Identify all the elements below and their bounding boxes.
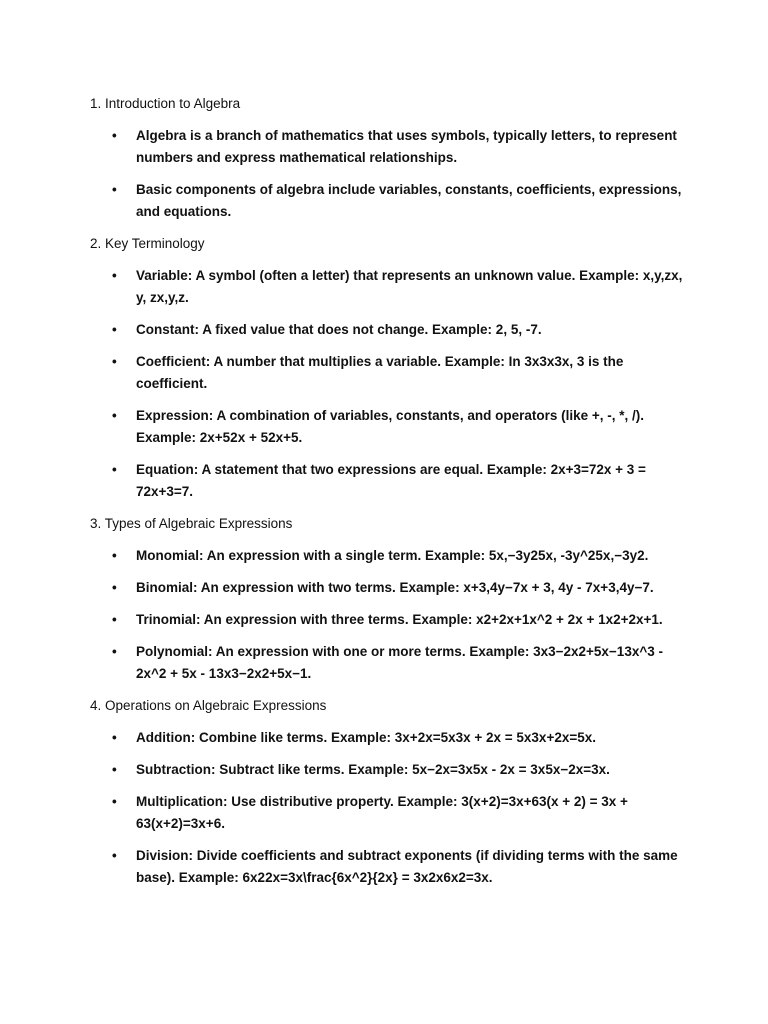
section-introduction xyxy=(90,93,690,223)
list-item xyxy=(90,351,690,395)
bullet-icon: • xyxy=(112,644,117,659)
bullet-list xyxy=(90,265,690,503)
bullet-icon: • xyxy=(112,848,117,863)
list-item xyxy=(90,759,690,781)
bullet-icon: • xyxy=(112,730,117,745)
bullet-list xyxy=(90,545,690,685)
list-item-text: Monomial: An expression with a single term. Example: 5x,−3y25x, -3y^25x,−3y2. xyxy=(136,548,649,563)
bullet-list xyxy=(90,727,690,889)
list-item xyxy=(90,319,690,341)
list-item-text: Multiplication: Use distributive property. Example: 3(x+2)=3x+63(x + 2) = 3x + 63(x+2)=3x+6. xyxy=(136,794,628,831)
bullet-icon: • xyxy=(112,548,117,563)
bullet-icon: • xyxy=(112,322,117,337)
bullet-icon: • xyxy=(112,612,117,627)
bullet-icon: • xyxy=(112,268,117,283)
list-item-text: Coefficient: A number that multiplies a variable. Example: In 3x3x3x, 3 is the coefficient. xyxy=(136,354,624,391)
list-item-text: Division: Divide coefficients and subtract exponents (if dividing terms with the same base). Example: 6x22x=3x\frac{6x^2}{2x} = 3x2x6x2=3x. xyxy=(136,848,678,885)
list-item xyxy=(90,791,690,835)
list-item xyxy=(90,845,690,889)
list-item-text: Addition: Combine like terms. Example: 3x+2x=5x3x + 2x = 5x3x+2x=5x. xyxy=(136,730,596,745)
list-item-text: Binomial: An expression with two terms. Example: x+3,4y−7x + 3, 4y - 7x+3,4y−7. xyxy=(136,580,654,595)
list-item xyxy=(90,405,690,449)
list-item xyxy=(90,609,690,631)
bullet-icon: • xyxy=(112,462,117,477)
bullet-list xyxy=(90,125,690,223)
list-item-text: Equation: A statement that two expressions are equal. Example: 2x+3=72x + 3 = 72x+3=7. xyxy=(136,462,646,499)
bullet-icon: • xyxy=(112,354,117,369)
list-item-text: Expression: A combination of variables, constants, and operators (like +, -, *, /). Example: 2x+52x + 52x+5. xyxy=(136,408,644,445)
list-item-text: Trinomial: An expression with three terms. Example: x2+2x+1x^2 + 2x + 1x2+2x+1. xyxy=(136,612,663,627)
list-item-text: Algebra is a branch of mathematics that uses symbols, typically letters, to represent numbers and express mathematical relationships. xyxy=(136,128,677,165)
list-item xyxy=(90,545,690,567)
list-item xyxy=(90,641,690,685)
section-key-terminology xyxy=(90,233,690,503)
section-heading: 2. Key Terminology xyxy=(90,236,205,251)
list-item xyxy=(90,265,690,309)
bullet-icon: • xyxy=(112,182,117,197)
list-item-text: Subtraction: Subtract like terms. Example: 5x−2x=3x5x - 2x = 3x5x−2x=3x. xyxy=(136,762,610,777)
bullet-icon: • xyxy=(112,762,117,777)
bullet-icon: • xyxy=(112,580,117,595)
section-operations xyxy=(90,695,690,889)
list-item xyxy=(90,577,690,599)
list-item-text: Basic components of algebra include variables, constants, coefficients, expressions, and equations. xyxy=(136,182,682,219)
list-item xyxy=(90,179,690,223)
bullet-icon: • xyxy=(112,128,117,143)
bullet-icon: • xyxy=(112,794,117,809)
section-heading: 4. Operations on Algebraic Expressions xyxy=(90,698,327,713)
list-item-text: Constant: A fixed value that does not change. Example: 2, 5, -7. xyxy=(136,322,542,337)
list-item xyxy=(90,125,690,169)
list-item-text: Polynomial: An expression with one or more terms. Example: 3x3−2x2+5x−13x^3 - 2x^2 + 5x - 13x3−2x2+5x−1. xyxy=(136,644,663,681)
list-item xyxy=(90,727,690,749)
document-page xyxy=(90,93,690,899)
bullet-icon: • xyxy=(112,408,117,423)
list-item xyxy=(90,459,690,503)
section-heading: 1. Introduction to Algebra xyxy=(90,96,241,111)
section-types-of-expressions xyxy=(90,513,690,685)
list-item-text: Variable: A symbol (often a letter) that represents an unknown value. Example: x,y,zx, y, zx,y,z. xyxy=(136,268,683,305)
section-heading: 3. Types of Algebraic Expressions xyxy=(90,516,293,531)
